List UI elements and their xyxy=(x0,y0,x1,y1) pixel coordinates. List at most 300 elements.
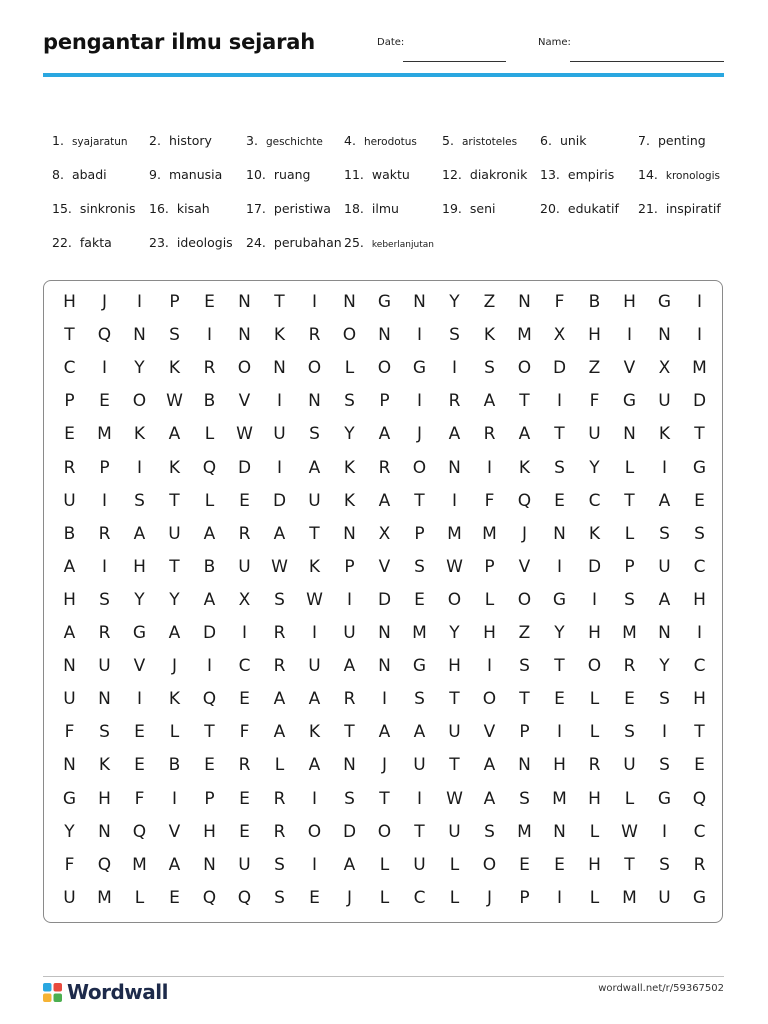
grid-letter[interactable]: O xyxy=(307,358,322,379)
grid-letter[interactable]: S xyxy=(519,656,530,677)
grid-letter[interactable]: K xyxy=(483,325,496,346)
grid-letter[interactable]: V xyxy=(378,556,391,577)
grid-letter[interactable]: Z xyxy=(588,358,601,379)
grid-letter[interactable]: E xyxy=(239,821,250,842)
grid-letter[interactable]: D xyxy=(552,358,567,379)
grid-letter[interactable]: J xyxy=(171,656,177,677)
grid-letter[interactable]: S xyxy=(309,424,320,445)
grid-letter[interactable]: Y xyxy=(589,457,600,478)
grid-letter[interactable]: H xyxy=(588,325,601,346)
name-field-line[interactable] xyxy=(570,61,724,62)
grid-letter[interactable]: N xyxy=(518,755,531,776)
grid-letter[interactable]: Y xyxy=(64,821,75,842)
grid-letter[interactable]: N xyxy=(518,292,531,312)
grid-letter[interactable]: U xyxy=(98,656,111,677)
grid-letter[interactable]: M xyxy=(97,424,112,445)
grid-letter[interactable]: K xyxy=(343,457,356,478)
grid-letter[interactable]: P xyxy=(99,457,110,478)
grid-letter[interactable]: B xyxy=(168,755,181,776)
grid-letter[interactable]: I xyxy=(311,623,317,643)
grid-letter[interactable]: J xyxy=(381,755,387,776)
grid-letter[interactable]: L xyxy=(624,457,635,478)
grid-letter[interactable]: H xyxy=(623,292,636,312)
grid-letter[interactable]: I xyxy=(311,854,317,875)
grid-letter[interactable]: H xyxy=(553,755,566,776)
grid-letter[interactable]: A xyxy=(203,523,216,544)
grid-letter[interactable]: N xyxy=(343,523,356,544)
grid-letter[interactable]: C xyxy=(238,656,251,677)
grid-letter[interactable]: R xyxy=(238,523,251,544)
grid-letter[interactable]: N xyxy=(658,623,671,643)
grid-letter[interactable]: I xyxy=(311,788,317,809)
grid-letter[interactable]: K xyxy=(658,424,671,445)
grid-letter[interactable]: O xyxy=(132,391,147,412)
grid-letter[interactable]: A xyxy=(63,556,76,577)
grid-letter[interactable]: S xyxy=(274,854,285,875)
grid-letter[interactable]: M xyxy=(412,623,427,643)
grid-letter[interactable]: E xyxy=(694,755,705,776)
grid-letter[interactable]: I xyxy=(451,490,457,511)
grid-letter[interactable]: U xyxy=(63,490,76,511)
grid-letter[interactable]: S xyxy=(554,457,565,478)
grid-letter[interactable]: C xyxy=(693,556,706,577)
grid-letter[interactable]: I xyxy=(661,821,667,842)
grid-letter[interactable]: T xyxy=(624,490,635,511)
grid-letter[interactable]: C xyxy=(413,887,426,908)
grid-letter[interactable]: P xyxy=(379,391,390,412)
grid-letter[interactable]: I xyxy=(416,325,422,346)
grid-letter[interactable]: R xyxy=(378,457,391,478)
grid-letter[interactable]: M xyxy=(517,325,532,346)
grid-letter[interactable]: G xyxy=(692,887,707,908)
grid-letter[interactable]: M xyxy=(482,523,497,544)
grid-letter[interactable]: R xyxy=(63,457,76,478)
grid-letter[interactable]: T xyxy=(169,556,180,577)
grid-letter[interactable]: A xyxy=(378,490,391,511)
grid-letter[interactable]: P xyxy=(169,292,180,312)
grid-letter[interactable]: T xyxy=(309,523,320,544)
grid-letter[interactable]: S xyxy=(694,523,705,544)
grid-letter[interactable]: S xyxy=(659,689,670,710)
grid-letter[interactable]: L xyxy=(204,490,215,511)
grid-letter[interactable]: A xyxy=(168,854,181,875)
grid-letter[interactable]: O xyxy=(342,325,357,346)
grid-letter[interactable]: A xyxy=(483,755,496,776)
grid-letter[interactable]: L xyxy=(379,854,390,875)
grid-letter[interactable]: Y xyxy=(134,358,145,379)
grid-letter[interactable]: A xyxy=(448,424,461,445)
grid-letter[interactable]: E xyxy=(554,854,565,875)
grid-letter[interactable]: H xyxy=(588,788,601,809)
grid-letter[interactable]: D xyxy=(202,623,217,643)
grid-letter[interactable]: U xyxy=(308,490,321,511)
grid-letter[interactable]: S xyxy=(659,755,670,776)
grid-letter[interactable]: T xyxy=(449,755,460,776)
grid-letter[interactable]: A xyxy=(168,424,181,445)
grid-letter[interactable]: M xyxy=(97,887,112,908)
grid-letter[interactable]: N xyxy=(343,755,356,776)
grid-letter[interactable]: J xyxy=(346,887,352,908)
grid-letter[interactable]: I xyxy=(696,623,702,643)
grid-letter[interactable]: R xyxy=(588,755,601,776)
grid-letter[interactable]: Q xyxy=(202,457,217,478)
grid-letter[interactable]: D xyxy=(377,589,392,610)
grid-letter[interactable]: I xyxy=(276,457,282,478)
grid-letter[interactable]: J xyxy=(521,523,527,544)
grid-letter[interactable]: T xyxy=(694,722,705,743)
grid-letter[interactable]: I xyxy=(416,788,422,809)
grid-letter[interactable]: S xyxy=(134,490,145,511)
grid-letter[interactable]: V xyxy=(168,821,181,842)
grid-letter[interactable]: Q xyxy=(97,325,112,346)
grid-letter[interactable]: U xyxy=(448,821,461,842)
grid-letter[interactable]: I xyxy=(556,887,562,908)
grid-letter[interactable]: B xyxy=(203,556,216,577)
grid-letter[interactable]: T xyxy=(274,292,285,312)
grid-letter[interactable]: R xyxy=(98,523,111,544)
grid-letter[interactable]: K xyxy=(308,722,321,743)
grid-letter[interactable]: O xyxy=(587,656,602,677)
grid-letter[interactable]: X xyxy=(553,325,566,346)
grid-letter[interactable]: W xyxy=(446,556,463,577)
grid-letter[interactable]: K xyxy=(308,556,321,577)
grid-letter[interactable]: L xyxy=(589,689,600,710)
grid-letter[interactable]: A xyxy=(63,623,76,643)
grid-letter[interactable]: N xyxy=(413,292,426,312)
grid-letter[interactable]: G xyxy=(552,589,567,610)
grid-letter[interactable]: R xyxy=(273,788,286,809)
grid-letter[interactable]: I xyxy=(276,391,282,412)
grid-letter[interactable]: L xyxy=(589,722,600,743)
grid-letter[interactable]: E xyxy=(169,887,180,908)
grid-letter[interactable]: I xyxy=(381,689,387,710)
grid-letter[interactable]: K xyxy=(273,325,286,346)
grid-letter[interactable]: N xyxy=(133,325,146,346)
grid-letter[interactable]: S xyxy=(659,523,670,544)
grid-letter[interactable]: K xyxy=(588,523,601,544)
grid-letter[interactable]: Q xyxy=(202,887,217,908)
grid-letter[interactable]: A xyxy=(273,722,286,743)
grid-letter[interactable]: S xyxy=(274,887,285,908)
grid-letter[interactable]: O xyxy=(482,854,497,875)
grid-letter[interactable]: D xyxy=(342,821,357,842)
grid-letter[interactable]: R xyxy=(238,755,251,776)
grid-letter[interactable]: O xyxy=(412,457,427,478)
grid-letter[interactable]: I xyxy=(556,556,562,577)
grid-letter[interactable]: E xyxy=(204,755,215,776)
grid-letter[interactable]: A xyxy=(308,689,321,710)
grid-letter[interactable]: T xyxy=(554,656,565,677)
grid-letter[interactable]: S xyxy=(169,325,180,346)
grid-letter[interactable]: A xyxy=(483,391,496,412)
grid-letter[interactable]: W xyxy=(306,589,323,610)
grid-letter[interactable]: W xyxy=(166,391,183,412)
grid-letter[interactable]: H xyxy=(98,788,111,809)
grid-letter[interactable]: S xyxy=(624,722,635,743)
grid-letter[interactable]: K xyxy=(168,689,181,710)
grid-letter[interactable]: H xyxy=(588,623,601,643)
grid-letter[interactable]: H xyxy=(63,589,76,610)
grid-letter[interactable]: M xyxy=(517,821,532,842)
grid-letter[interactable]: N xyxy=(343,292,356,312)
grid-letter[interactable]: S xyxy=(99,722,110,743)
grid-letter[interactable]: A xyxy=(343,854,356,875)
grid-letter[interactable]: T xyxy=(344,722,355,743)
grid-letter[interactable]: N xyxy=(238,325,251,346)
grid-letter[interactable]: E xyxy=(239,788,250,809)
grid-letter[interactable]: O xyxy=(482,689,497,710)
grid-letter[interactable]: I xyxy=(626,325,632,346)
grid-letter[interactable]: P xyxy=(344,556,355,577)
grid-letter[interactable]: F xyxy=(64,854,75,875)
grid-letter[interactable]: V xyxy=(518,556,531,577)
grid-letter[interactable]: N xyxy=(238,292,251,312)
grid-letter[interactable]: N xyxy=(658,325,671,346)
grid-letter[interactable]: O xyxy=(517,358,532,379)
grid-letter[interactable]: L xyxy=(204,424,215,445)
grid-letter[interactable]: N xyxy=(623,424,636,445)
grid-letter[interactable]: I xyxy=(486,457,492,478)
grid-letter[interactable]: Z xyxy=(518,623,531,643)
grid-letter[interactable]: U xyxy=(238,556,251,577)
grid-letter[interactable]: D xyxy=(587,556,602,577)
grid-letter[interactable]: F xyxy=(239,722,250,743)
grid-letter[interactable]: L xyxy=(449,854,460,875)
grid-letter[interactable]: C xyxy=(63,358,76,379)
grid-letter[interactable]: J xyxy=(486,887,492,908)
grid-letter[interactable]: I xyxy=(556,391,562,412)
grid-letter[interactable]: S xyxy=(414,556,425,577)
grid-letter[interactable]: N xyxy=(98,821,111,842)
grid-letter[interactable]: P xyxy=(414,523,425,544)
grid-letter[interactable]: O xyxy=(377,358,392,379)
grid-letter[interactable]: P xyxy=(484,556,495,577)
grid-letter[interactable]: N xyxy=(378,656,391,677)
grid-letter[interactable]: H xyxy=(693,689,706,710)
grid-letter[interactable]: X xyxy=(238,589,251,610)
grid-letter[interactable]: I xyxy=(101,556,107,577)
grid-letter[interactable]: J xyxy=(416,424,422,445)
grid-letter[interactable]: J xyxy=(101,292,107,312)
grid-letter[interactable]: W xyxy=(236,424,253,445)
grid-letter[interactable]: R xyxy=(308,325,321,346)
grid-letter[interactable]: B xyxy=(588,292,601,312)
grid-letter[interactable]: U xyxy=(343,623,356,643)
grid-letter[interactable]: H xyxy=(588,854,601,875)
grid-letter[interactable]: G xyxy=(412,358,427,379)
grid-letter[interactable]: B xyxy=(203,391,216,412)
grid-letter[interactable]: I xyxy=(591,589,597,610)
grid-letter[interactable]: I xyxy=(136,292,142,312)
grid-letter[interactable]: O xyxy=(447,589,462,610)
grid-letter[interactable]: R xyxy=(98,623,111,643)
grid-letter[interactable]: V xyxy=(623,358,636,379)
grid-letter[interactable]: E xyxy=(239,490,250,511)
grid-letter[interactable]: A xyxy=(413,722,426,743)
grid-letter[interactable]: L xyxy=(589,821,600,842)
grid-letter[interactable]: G xyxy=(62,788,77,809)
grid-letter[interactable]: Q xyxy=(132,821,147,842)
grid-letter[interactable]: E xyxy=(64,424,75,445)
grid-letter[interactable]: Y xyxy=(134,589,145,610)
grid-letter[interactable]: H xyxy=(693,589,706,610)
grid-letter[interactable]: R xyxy=(448,391,461,412)
grid-letter[interactable]: Q xyxy=(692,788,707,809)
grid-letter[interactable]: N xyxy=(98,689,111,710)
grid-letter[interactable]: N xyxy=(63,656,76,677)
grid-letter[interactable]: V xyxy=(238,391,251,412)
grid-letter[interactable]: A xyxy=(308,755,321,776)
grid-letter[interactable]: M xyxy=(692,358,707,379)
grid-letter[interactable]: P xyxy=(204,788,215,809)
grid-letter[interactable]: X xyxy=(378,523,391,544)
grid-letter[interactable]: U xyxy=(658,887,671,908)
grid-letter[interactable]: F xyxy=(484,490,495,511)
grid-letter[interactable]: K xyxy=(168,457,181,478)
grid-letter[interactable]: H xyxy=(448,656,461,677)
grid-letter[interactable]: C xyxy=(588,490,601,511)
grid-letter[interactable]: S xyxy=(519,788,530,809)
grid-letter[interactable]: C xyxy=(693,821,706,842)
grid-letter[interactable]: S xyxy=(659,854,670,875)
grid-letter[interactable]: R xyxy=(273,623,286,643)
grid-letter[interactable]: N xyxy=(308,391,321,412)
grid-letter[interactable]: A xyxy=(658,490,671,511)
grid-letter[interactable]: N xyxy=(553,821,566,842)
grid-letter[interactable]: L xyxy=(589,887,600,908)
grid-letter[interactable]: N xyxy=(203,854,216,875)
grid-letter[interactable]: H xyxy=(203,821,216,842)
grid-letter[interactable]: G xyxy=(692,457,707,478)
grid-letter[interactable]: G xyxy=(132,623,147,643)
grid-letter[interactable]: W xyxy=(621,821,638,842)
grid-letter[interactable]: E xyxy=(554,689,565,710)
grid-letter[interactable]: D xyxy=(692,391,707,412)
grid-letter[interactable]: F xyxy=(134,788,145,809)
grid-letter[interactable]: T xyxy=(169,490,180,511)
grid-letter[interactable]: T xyxy=(519,689,530,710)
grid-letter[interactable]: D xyxy=(272,490,287,511)
grid-letter[interactable]: E xyxy=(134,722,145,743)
grid-letter[interactable]: G xyxy=(657,788,672,809)
grid-letter[interactable]: Z xyxy=(483,292,496,312)
grid-letter[interactable]: U xyxy=(63,887,76,908)
grid-letter[interactable]: A xyxy=(343,656,356,677)
grid-letter[interactable]: Y xyxy=(169,589,180,610)
grid-letter[interactable]: I xyxy=(696,292,702,312)
grid-letter[interactable]: I xyxy=(206,656,212,677)
grid-letter[interactable]: P xyxy=(519,887,530,908)
grid-letter[interactable]: E xyxy=(624,689,635,710)
grid-letter[interactable]: P xyxy=(64,391,75,412)
grid-letter[interactable]: T xyxy=(204,722,215,743)
grid-letter[interactable]: Q xyxy=(97,854,112,875)
grid-letter[interactable]: I xyxy=(661,722,667,743)
grid-letter[interactable]: O xyxy=(377,821,392,842)
grid-letter[interactable]: U xyxy=(238,854,251,875)
grid-letter[interactable]: N xyxy=(378,623,391,643)
grid-letter[interactable]: F xyxy=(64,722,75,743)
grid-letter[interactable]: E xyxy=(239,689,250,710)
grid-letter[interactable]: T xyxy=(449,689,460,710)
grid-letter[interactable]: U xyxy=(273,424,286,445)
grid-letter[interactable]: T xyxy=(379,788,390,809)
grid-letter[interactable]: M xyxy=(447,523,462,544)
grid-letter[interactable]: U xyxy=(623,755,636,776)
grid-letter[interactable]: A xyxy=(168,623,181,643)
grid-letter[interactable]: U xyxy=(658,556,671,577)
grid-letter[interactable]: S xyxy=(624,589,635,610)
grid-letter[interactable]: E xyxy=(134,755,145,776)
grid-letter[interactable]: T xyxy=(554,424,565,445)
grid-letter[interactable]: Y xyxy=(344,424,355,445)
grid-letter[interactable]: T xyxy=(414,490,425,511)
grid-letter[interactable]: I xyxy=(136,689,142,710)
grid-letter[interactable]: A xyxy=(133,523,146,544)
grid-letter[interactable]: W xyxy=(271,556,288,577)
grid-letter[interactable]: I xyxy=(661,457,667,478)
grid-letter[interactable]: T xyxy=(624,854,635,875)
grid-letter[interactable]: R xyxy=(623,656,636,677)
grid-letter[interactable]: E xyxy=(99,391,110,412)
grid-letter[interactable]: A xyxy=(308,457,321,478)
grid-letter[interactable]: S xyxy=(274,589,285,610)
grid-letter[interactable]: S xyxy=(484,358,495,379)
grid-letter[interactable]: G xyxy=(657,292,672,312)
grid-letter[interactable]: O xyxy=(307,821,322,842)
grid-letter[interactable]: T xyxy=(519,391,530,412)
grid-letter[interactable]: A xyxy=(378,722,391,743)
grid-letter[interactable]: I xyxy=(136,457,142,478)
grid-letter[interactable]: I xyxy=(451,358,457,379)
grid-letter[interactable]: H xyxy=(483,623,496,643)
grid-letter[interactable]: K xyxy=(133,424,146,445)
grid-letter[interactable]: U xyxy=(658,391,671,412)
grid-letter[interactable]: I xyxy=(241,623,247,643)
grid-letter[interactable]: G xyxy=(377,292,392,312)
grid-letter[interactable]: U xyxy=(308,656,321,677)
grid-letter[interactable]: L xyxy=(449,887,460,908)
grid-letter[interactable]: C xyxy=(693,656,706,677)
grid-letter[interactable]: U xyxy=(413,854,426,875)
grid-letter[interactable]: O xyxy=(517,589,532,610)
grid-letter[interactable]: N xyxy=(63,755,76,776)
grid-letter[interactable]: K xyxy=(518,457,531,478)
grid-letter[interactable]: U xyxy=(448,722,461,743)
grid-letter[interactable]: A xyxy=(378,424,391,445)
grid-letter[interactable]: K xyxy=(98,755,111,776)
grid-letter[interactable]: I xyxy=(171,788,177,809)
grid-letter[interactable]: I xyxy=(101,490,107,511)
footer-url[interactable]: wordwall.net/r/59367502 xyxy=(598,983,724,994)
grid-letter[interactable]: Q xyxy=(237,887,252,908)
grid-letter[interactable]: F xyxy=(554,292,565,312)
grid-letter[interactable]: S xyxy=(449,325,460,346)
grid-letter[interactable]: S xyxy=(414,689,425,710)
grid-letter[interactable]: S xyxy=(344,788,355,809)
grid-letter[interactable]: A xyxy=(483,788,496,809)
grid-letter[interactable]: N xyxy=(273,358,286,379)
grid-letter[interactable]: F xyxy=(589,391,600,412)
grid-letter[interactable]: M xyxy=(552,788,567,809)
grid-letter[interactable]: U xyxy=(168,523,181,544)
grid-letter[interactable]: Q xyxy=(202,689,217,710)
grid-letter[interactable]: L xyxy=(274,755,285,776)
grid-letter[interactable]: E xyxy=(309,887,320,908)
grid-letter[interactable]: I xyxy=(486,656,492,677)
grid-letter[interactable]: N xyxy=(378,325,391,346)
grid-letter[interactable]: I xyxy=(416,391,422,412)
